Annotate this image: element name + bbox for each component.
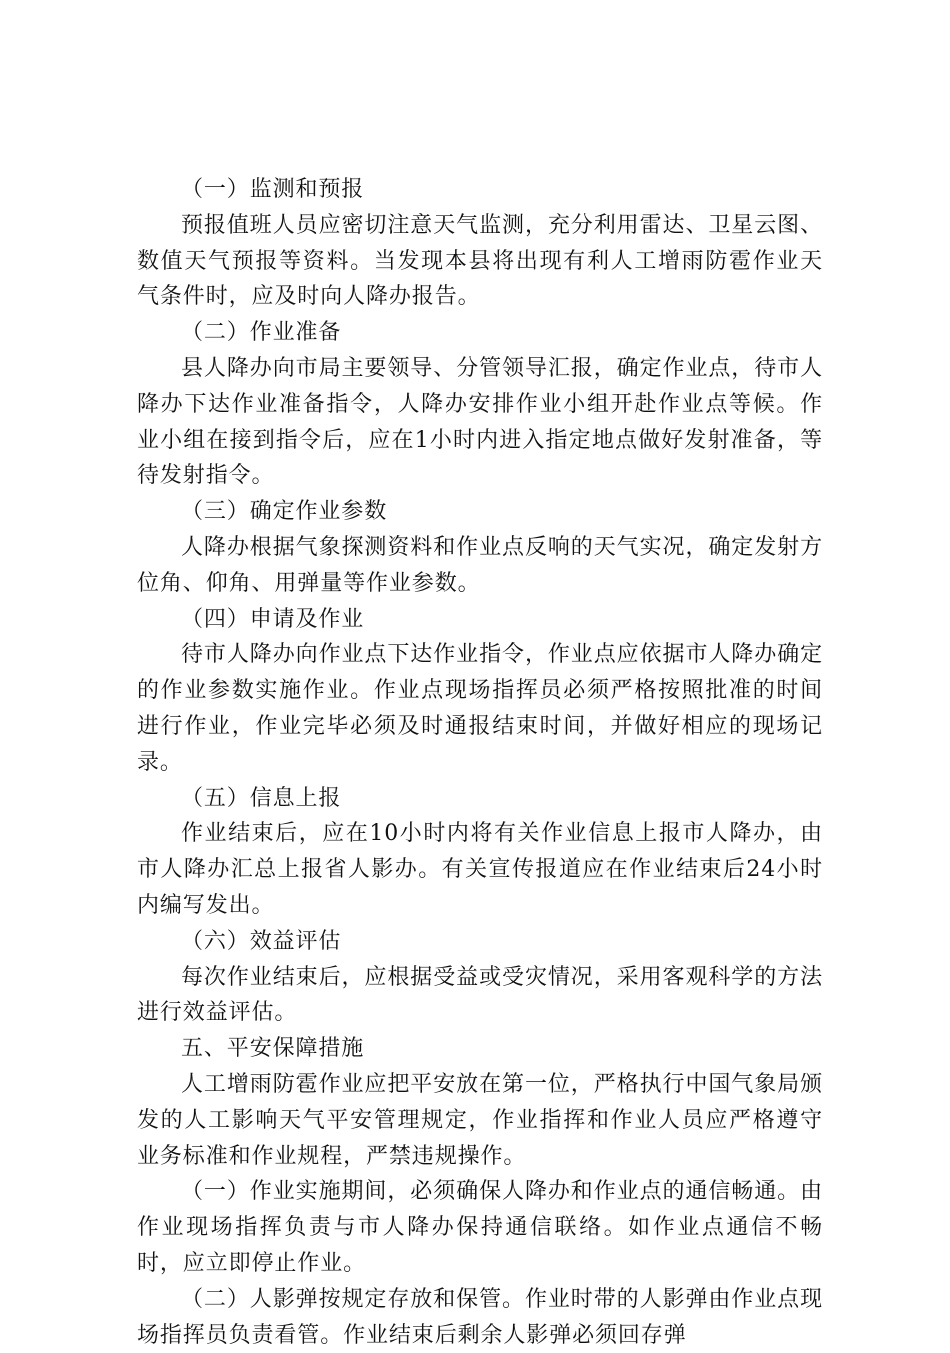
paragraph-safety-communication: （一）作业实施期间，必须确保人降办和作业点的通信畅通。由作业现场指挥负责与市人降办保持通信联络。如作业点通信不畅时，应立即停止作业。 bbox=[137, 1179, 823, 1276]
paragraph-application: 待市人降办向作业点下达作业指令，作业点应依据市人降办确定的作业参数实施作业。作业点现场指挥员必须严格按照批准的时间进行作业，作业完毕必须及时通报结束时间，并做好相应的现场记录。 bbox=[137, 642, 823, 775]
paragraph-monitoring: 预报值班人员应密切注意天气监测，充分利用雷达、卫星云图、数值天气预报等资料。当发现本县将出现有利人工增雨防雹作业天气条件时，应及时向人降办报告。 bbox=[137, 212, 823, 310]
section-heading-evaluation: （六）效益评估 bbox=[181, 928, 342, 954]
document-body bbox=[137, 172, 823, 1353]
paragraph-reporting: 作业结束后，应在10小时内将有关作业信息上报市人降办，由市人降办汇总上报省人影办。有关宣传报道应在作业结束后24小时内编写发出。 bbox=[137, 821, 823, 918]
paragraph-preparation: 县人降办向市局主要领导、分管领导汇报，确定作业点，待市人降办下达作业准备指令，人降办安排作业小组开赴作业点等候。作业小组在接到指令后，应在1小时内进入指定地点做好发射准备，等待发射指令。 bbox=[137, 355, 823, 489]
paragraph-parameters: 人降办根据气象探测资料和作业点反响的天气实况，确定发射方位角、仰角、用弹量等作业参数。 bbox=[137, 534, 823, 596]
section-heading-preparation: （二）作业准备 bbox=[181, 320, 342, 346]
paragraph-safety: 人工增雨防雹作业应把平安放在第一位，严格执行中国气象局颁发的人工影响天气平安管理规定，作业指挥和作业人员应严格遵守业务标准和作业规程，严禁违规操作。 bbox=[137, 1071, 823, 1169]
section-heading-monitoring: （一）监测和预报 bbox=[181, 177, 365, 202]
paragraph-safety-storage: （二）人影弹按规定存放和保管。作业时带的人影弹由作业点现场指挥员负责看管。作业结束后剩余人影弹必须回存弹 bbox=[137, 1286, 823, 1348]
section-heading-reporting: （五）信息上报 bbox=[181, 785, 342, 811]
section-heading-parameters: （三）确定作业参数 bbox=[181, 499, 388, 525]
section-heading-application: （四）申请及作业 bbox=[181, 606, 365, 632]
paragraph-evaluation: 每次作业结束后，应根据受益或受灾情况，采用客观科学的方法进行效益评估。 bbox=[137, 964, 823, 1026]
section-heading-safety: 五、平安保障措施 bbox=[181, 1036, 365, 1062]
